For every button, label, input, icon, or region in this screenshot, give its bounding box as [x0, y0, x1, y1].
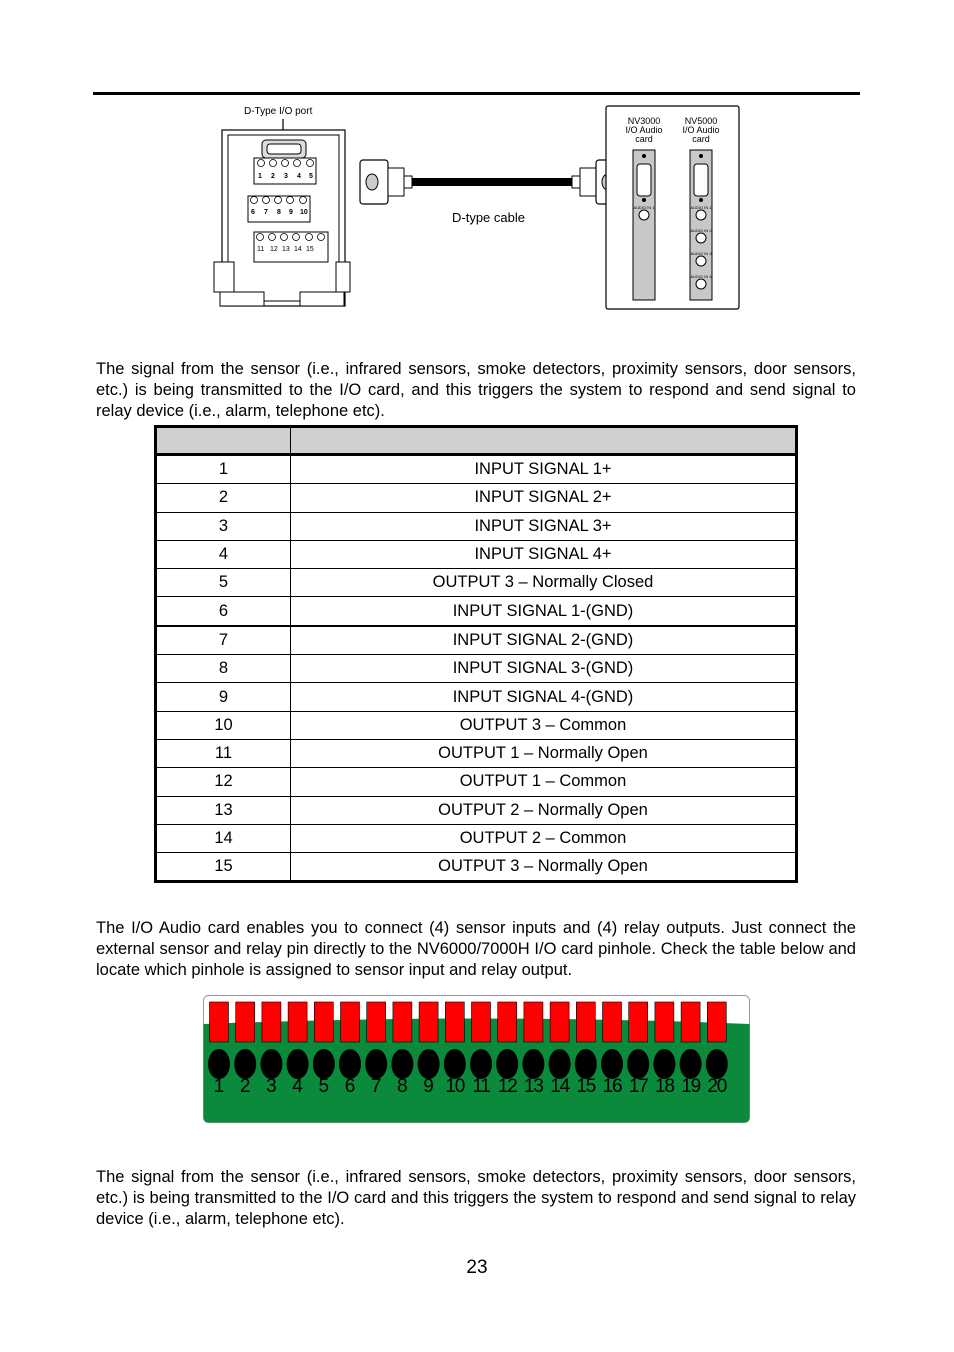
- table-row: 13 OUTPUT 2 – Normally Open: [156, 796, 797, 824]
- svg-text:I/O Audio: I/O Audio: [625, 125, 663, 135]
- terminal-pinhole: [260, 1049, 282, 1079]
- svg-text:2: 2: [271, 173, 275, 180]
- terminal-pinhole: [313, 1049, 335, 1079]
- terminal-pin-label: 8: [397, 1076, 408, 1097]
- terminal-tab: [288, 1002, 307, 1042]
- terminal-pin-label: 19: [681, 1076, 700, 1097]
- terminal-pinhole: [680, 1049, 702, 1079]
- terminal-pin-label: 3: [266, 1076, 277, 1097]
- table-header-pin: [156, 427, 291, 455]
- cable-label: D-type cable: [452, 210, 525, 225]
- terminal-pinhole: [418, 1049, 440, 1079]
- terminal-pinhole: [365, 1049, 387, 1079]
- terminal-tab: [603, 1002, 622, 1042]
- terminal-pinhole: [575, 1049, 597, 1079]
- svg-text:4: 4: [297, 173, 301, 180]
- svg-text:NV3000: NV3000: [627, 116, 661, 126]
- terminal-tab: [707, 1002, 726, 1042]
- table-header-desc: [291, 427, 797, 455]
- terminal-tab: [550, 1002, 569, 1042]
- connection-diagram: [0, 95, 954, 325]
- table-row: 12 OUTPUT 1 – Common: [156, 768, 797, 796]
- terminal-pinhole: [522, 1049, 544, 1079]
- terminal-pin-label: 13: [524, 1076, 543, 1097]
- terminal-tab: [655, 1002, 674, 1042]
- svg-text:card: card: [692, 134, 710, 144]
- terminal-pinhole: [234, 1049, 256, 1079]
- terminal-pin-label: 2: [239, 1076, 251, 1097]
- table-row: 11 OUTPUT 1 – Normally Open: [156, 739, 797, 767]
- svg-text:7: 7: [264, 209, 268, 216]
- paragraph-2: The I/O Audio card enables you to connect (4) sensor inputs and (4) relay outputs. Just connect the external sensor and relay pin directly to the NV6000/7000H I/O card pinhole. Check the table below and locate which pinhole is assigned to sensor input and relay output.: [96, 919, 856, 979]
- svg-text:8: 8: [277, 209, 281, 216]
- terminal-pinhole: [208, 1049, 230, 1079]
- terminal-pin-label: 10: [445, 1076, 465, 1097]
- terminal-pin-label: 18: [655, 1076, 674, 1097]
- terminal-pinhole: [339, 1049, 361, 1079]
- svg-text:I/O Audio: I/O Audio: [682, 125, 720, 135]
- pin-table: [154, 425, 798, 883]
- table-row: 7 INPUT SIGNAL 2-(GND): [156, 626, 797, 655]
- terminal-pin-label: 9: [423, 1076, 434, 1097]
- terminal-pin-label: 6: [344, 1076, 356, 1097]
- terminal-pin-label: 12: [497, 1076, 517, 1097]
- svg-text:1: 1: [258, 173, 262, 180]
- table-row: 14 OUTPUT 2 – Common: [156, 824, 797, 852]
- terminal-tab: [210, 1002, 229, 1042]
- terminal-tab: [445, 1002, 464, 1042]
- table-row: 10 OUTPUT 3 – Common: [156, 711, 797, 739]
- terminal-pin-label: 7: [370, 1076, 382, 1097]
- svg-text:5: 5: [309, 173, 313, 180]
- terminal-pinhole: [627, 1049, 649, 1079]
- svg-text:15: 15: [306, 246, 314, 253]
- svg-text:NV5000: NV5000: [684, 116, 718, 126]
- terminal-adapter: [214, 130, 350, 306]
- terminal-pinhole: [706, 1049, 728, 1079]
- table-row: 1 INPUT SIGNAL 1+: [156, 455, 797, 484]
- page-number: 23: [466, 1257, 488, 1278]
- terminal-pinhole: [601, 1049, 623, 1079]
- table-row: 3 INPUT SIGNAL 3+: [156, 512, 797, 540]
- terminal-tab: [629, 1002, 648, 1042]
- svg-text:10: 10: [300, 209, 308, 216]
- d-type-cable: [360, 160, 624, 204]
- terminal-tab: [262, 1002, 281, 1042]
- terminal-pinhole: [470, 1049, 492, 1079]
- terminal-pinhole: [653, 1049, 675, 1079]
- terminal-tab: [472, 1002, 491, 1042]
- terminal-pin-label: 11: [472, 1076, 490, 1097]
- terminal-pin-label: 17: [628, 1076, 648, 1097]
- svg-text:6: 6: [251, 209, 255, 216]
- terminal-pinhole: [496, 1049, 518, 1079]
- terminal-pinhole: [444, 1049, 466, 1079]
- svg-text:14: 14: [294, 246, 302, 253]
- terminal-tab: [341, 1002, 360, 1042]
- terminal-pinhole: [287, 1049, 309, 1079]
- terminal-pin-label: 1: [213, 1076, 225, 1097]
- terminal-tab: [314, 1002, 333, 1042]
- port-label: D-Type I/O port: [244, 106, 313, 117]
- svg-text:AUDIO IN 2: AUDIO IN 2: [690, 228, 712, 233]
- table-row: 6 INPUT SIGNAL 1-(GND): [156, 597, 797, 626]
- card-panel: [606, 106, 739, 309]
- svg-text:3: 3: [284, 173, 288, 180]
- table-row: 9 INPUT SIGNAL 4-(GND): [156, 683, 797, 711]
- table-row: 4 INPUT SIGNAL 4+: [156, 540, 797, 568]
- svg-text:11: 11: [257, 246, 265, 253]
- svg-text:9: 9: [289, 209, 293, 216]
- svg-text:AUDIO IN 1: AUDIO IN 1: [633, 205, 655, 210]
- svg-text:12: 12: [270, 246, 278, 253]
- terminal-block-diagram: [203, 995, 750, 1123]
- terminal-tab: [576, 1002, 595, 1042]
- table-row: 5 OUTPUT 3 – Normally Closed: [156, 569, 797, 597]
- terminal-pin-label: 16: [602, 1076, 622, 1097]
- terminal-tab: [524, 1002, 543, 1042]
- svg-text:AUDIO IN 4: AUDIO IN 4: [690, 274, 712, 279]
- terminal-tab: [393, 1002, 412, 1042]
- terminal-tab: [236, 1002, 255, 1042]
- terminal-pin-label: 15: [576, 1076, 596, 1097]
- terminal-pinhole: [391, 1049, 413, 1079]
- terminal-tab: [498, 1002, 517, 1042]
- svg-text:13: 13: [282, 246, 290, 253]
- paragraph-3: The signal from the sensor (i.e., infrared sensors, smoke detectors, proximity sensors, door sensors, etc.) is being transmitted to the I/O card and this triggers the system to respond and send signal to relay device (i.e., alarm, telephone etc).: [96, 1168, 856, 1228]
- paragraph-1: The signal from the sensor (i.e., infrared sensors, smoke detectors, proximity sensors, door sensors, etc.) is being transmitted to the I/O card, and this triggers the system to respond and send signal to relay device (i.e., alarm, telephone etc).: [96, 360, 856, 420]
- table-row: 8 INPUT SIGNAL 3-(GND): [156, 655, 797, 683]
- table-row: 15 OUTPUT 3 – Normally Open: [156, 853, 797, 882]
- terminal-pin-label: 5: [318, 1076, 330, 1097]
- table-row: 2 INPUT SIGNAL 2+: [156, 484, 797, 512]
- terminal-tab: [419, 1002, 438, 1042]
- terminal-pin-label: 4: [292, 1076, 303, 1097]
- terminal-pin-label: 14: [550, 1076, 569, 1097]
- svg-text:card: card: [635, 134, 653, 144]
- terminal-tab: [681, 1002, 700, 1042]
- svg-text:AUDIO IN 1: AUDIO IN 1: [690, 205, 712, 210]
- table-header-row: [156, 427, 797, 455]
- terminal-pin-label: 20: [707, 1076, 727, 1097]
- terminal-pinhole: [549, 1049, 571, 1079]
- terminal-tab: [367, 1002, 386, 1042]
- svg-text:AUDIO IN 3: AUDIO IN 3: [690, 251, 712, 256]
